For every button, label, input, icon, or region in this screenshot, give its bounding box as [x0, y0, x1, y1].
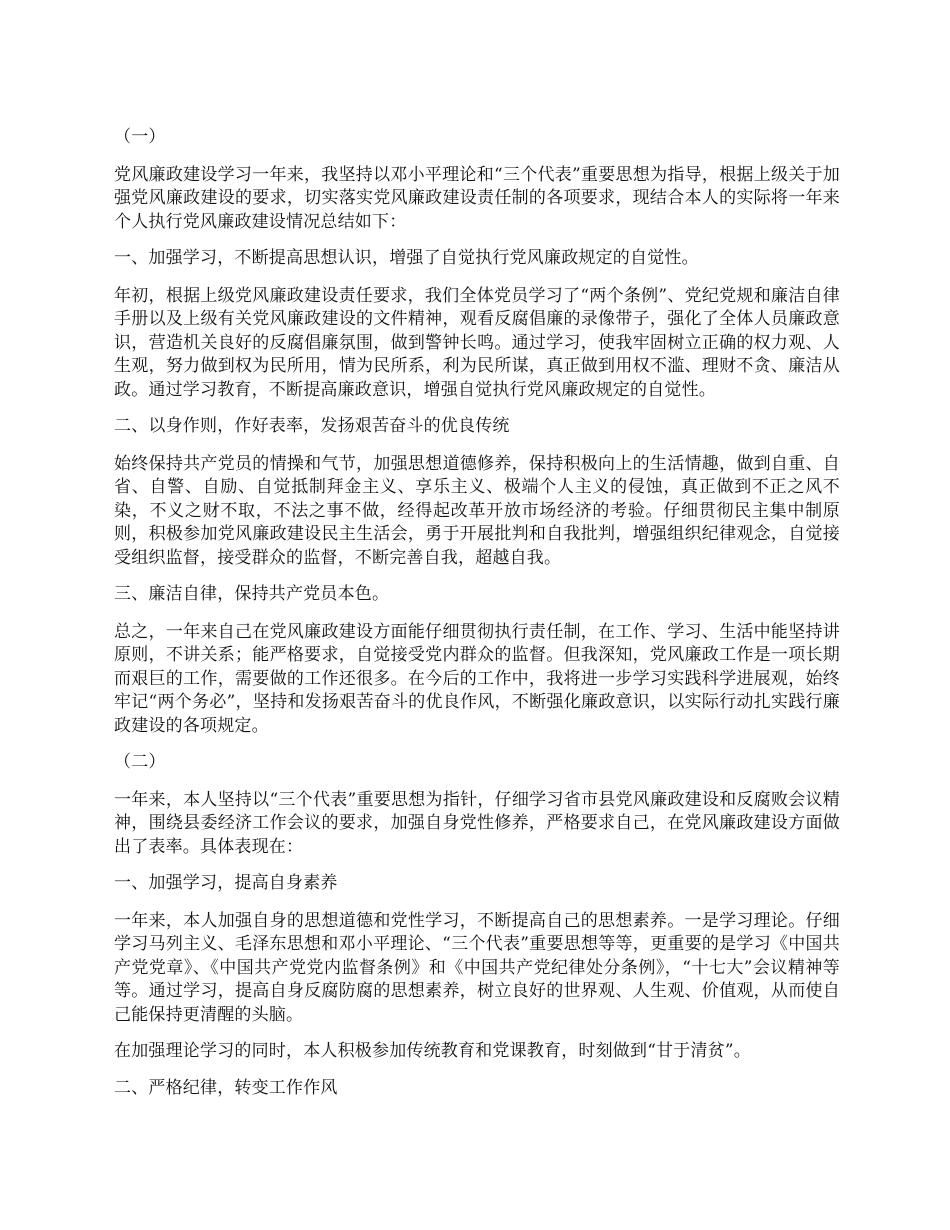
example-paragraph: 始终保持共产党员的情操和气节，加强思想道德修养，保持积极向上的生活情趣，做到自重、自省、自警、自励、自觉抵制拜金主义、享乐主义、极端个人主义的侵蚀，真正做到不正之风不染，不义之财不取，不法之事不做，经得起改革开放市场经济的考验。仔细贯彻民主集中制原则，积极参加党风廉政建设民主生活会，勇于开展批判和自我批判，增强组织纪律观念，自觉接受组织监督，接受群众的监督，不断完善自我，超越自我。 [114, 453, 840, 568]
heading-self-improvement: 一、加强学习，提高自身素养 [114, 873, 338, 893]
heading-example: 二、以身作则，作好表率，发扬艰苦奋斗的优良传统 [114, 416, 510, 436]
second-intro-paragraph: 一年来，本人坚持以“三个代表”重要思想为指针，仔细学习省市县党风廉政建设和反腐败会议精神，围绕县委经济工作会议的要求，加强自身党性修养，严格要求自己，在党风廉政建设方面做出了表率。具体表现在： [114, 789, 840, 857]
tradition-paragraph: 在加强理论学习的同时，本人积极参加传统教育和党课教育，时刻做到“甘于清贫”。 [114, 1041, 751, 1061]
heading-integrity: 三、廉洁自律，保持共产党员本色。 [114, 584, 390, 604]
heading-study: 一、加强学习，不断提高思想认识，增强了自觉执行党风廉政规定的自觉性。 [114, 248, 699, 268]
study-paragraph: 年初，根据上级党风廉政建设责任要求，我们全体党员学习了“两个条例”、党纪党规和廉洁自律手册以及上级有关党风廉政建设的文件精神，观看反腐倡廉的录像带子，强化了全体人员廉政意识，营造机关良好的反腐倡廉氛围，做到警钟长鸣。通过学习，使我牢固树立正确的权力观、人生观，努力做到权为民所用，情为民所系，利为民所谋，真正做到用权不滥、理财不贪、廉洁从政。通过学习教育，不断提高廉政意识，增强自觉执行党风廉政规定的自觉性。 [114, 285, 840, 400]
heading-discipline: 二、严格纪律，转变工作作风 [114, 1077, 338, 1098]
intro-paragraph: 党风廉政建设学习一年来，我坚持以邓小平理论和“三个代表”重要思想为指导，根据上级关于加强党风廉政建设的要求，切实落实党风廉政建设责任制的各项要求，现结合本人的实际将一年来个人执行党风廉政建设情况总结如下： [114, 164, 840, 232]
self-improvement-paragraph: 一年来，本人加强自身的思想道德和党性学习，不断提高自己的思想素养。一是学习理论。仔细学习马列主义、毛泽东思想和邓小平理论、“三个代表”重要思想等等，更重要的是学习《中国共产党党章》、《中国共产党党内监督条例》和《中国共产党纪律处分条例》，“十七大”会议精神等等。通过学习，提高自身反腐防腐的思想素养，树立良好的世界观、人生观、价值观，从而使自己能保持更清醒的头脑。 [114, 910, 840, 1025]
summary-paragraph: 总之，一年来自己在党风廉政建设方面能仔细贯彻执行责任制，在工作、学习、生活中能坚持讲原则，不讲关系；能严格要求，自觉接受党内群众的监督。但我深知，党风廉政工作是一项长期而艰巨的工作，需要做的工作还很多。在今后的工作中，我将进一步学习实践科学进展观，始终牢记“两个务必”，坚持和发扬艰苦奋斗的优良作风，不断强化廉政意识，以实际行动扎实践行廉政建设的各项规定。 [114, 621, 840, 736]
section-marker-one: （一） [114, 127, 166, 147]
section-marker-two: （二） [114, 752, 166, 772]
